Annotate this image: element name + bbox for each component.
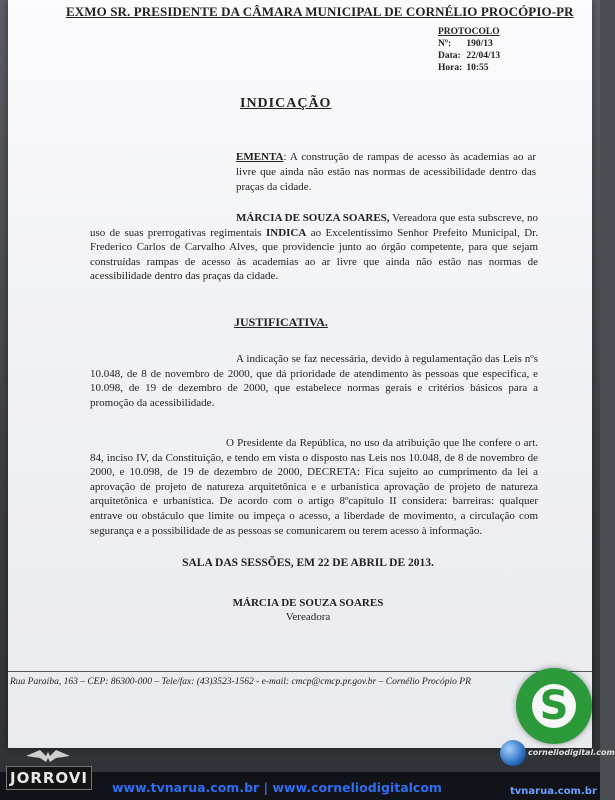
cornelio-digital-logo: corneliodigital.com [528,748,615,757]
document-page [8,0,592,748]
protocolo-hora-label: Hora: [438,63,463,73]
eagle-icon [26,748,70,764]
signature-role: Vereadora [285,611,331,623]
protocolo-numero-row [438,38,500,50]
protocolo-box [438,26,500,74]
para1-part-a: Vereadora que esta subscreve, no uso de suas prerrogativas regimentais [90,212,538,239]
jorrovi-logo: JORROVI [6,766,92,790]
link-corneliodigital[interactable]: www.corneliodigitalcom [272,780,442,795]
ementa-label: EMENTA [236,151,284,163]
protocolo-numero: 190/13 [466,39,493,49]
globe-icon [500,740,526,766]
protocolo-hora: 10:55 [466,63,489,73]
footer-address: Rua Paraíba, 163 – CEP: 86300-000 – Tele/fax: (43)3523-1562 - e-mail: cmcp@cmcp.pr.gov.br – Cornélio Procópio PR [10,677,471,687]
watermark-logo-icon [516,668,592,744]
ementa-text: : A construção de rampas de acesso às academias ao ar livre que ainda não estão nas normas de acessibilidade dentro das praças da cidade. [236,151,536,193]
para1-part-b: ao Excelentíssimo Senhor Prefeito Municipal, Dr. Frederico Carlos de Carvalho Alves, que providencie junto ao órgão competente, para que sejam construídas rampas de acesso às academias ao ar livre que ainda não estão nas normas de acessibilidade dentro das praças da cidade. [90,226,539,283]
protocolo-numero-label: Nº: [438,39,452,49]
header-title: EXMO SR. PRESIDENTE DA CÂMARA MUNICIPAL DE CORNÉLIO PROCÓPIO-PR [66,4,574,19]
protocolo-hora-row [438,62,500,74]
link-separator: | [263,780,269,795]
protocolo-data-row [438,50,500,62]
watermark-links [112,780,442,795]
link-tvnarua[interactable]: www.tvnarua.com.br [112,780,260,795]
protocolo-data-label: Data: [438,51,461,61]
justificativa-paragraph-2: O Presidente da República, no uso da atribuição que lhe confere o art. 84, inciso IV, da Constituição, e tendo em vista o disposto nas Leis nos 10.048, de 8 de novembro de 2000, e 10.098, de 19 de dezembro de 2000, DECRETA: Fica sujeito ao cumprimento da lei a aprovação de projeto de natureza arquitetônica e e urbanística aprovação de projeto de natureza arquitetônica e urbanística. De acordo com o artigo 8ºcapítulo II considera: barreiras: qualquer entrave ou obstáculo que limite ou impeça o acesso, a liberdade de movimento, a circulação com segurança e a possibilidade de as pessoas se comunicarem ou terem acesso à informação. [90,437,538,537]
signature-name: MÁRCIA DE SOUZA SOARES [232,597,384,609]
indica-keyword: INDICA [265,226,307,239]
footer-divider [8,671,592,672]
protocolo-title: PROTOCOLO [438,27,500,37]
vereadora-name: MÁRCIA DE SOUZA SOARES, [236,212,390,224]
indicacao-paragraph [90,211,538,284]
ementa-block [236,150,536,195]
link-tvnarua-right[interactable]: tvnarua.com.br [510,786,597,797]
protocolo-data: 22/04/13 [466,51,501,61]
justificativa-title: JUSTIFICATIVA. [234,315,328,329]
logo-letter: S [539,683,569,729]
justificativa-paragraph-1: A indicação se faz necessária, devido à regulamentação das Leis nºs 10.048, de 8 de novembro de 2000, que dá prioridade de atendimento às pessoas que especifica, e 10.098, de 19 de dezembro de 2000, que estabelece normas gerais e critérios básicos para a promoção da acessibilidade. [90,353,538,409]
indicacao-title: INDICAÇÃO [240,96,332,111]
sala-das-sessoes: SALA DAS SESSÕES, EM 22 DE ABRIL DE 2013. [182,557,434,569]
